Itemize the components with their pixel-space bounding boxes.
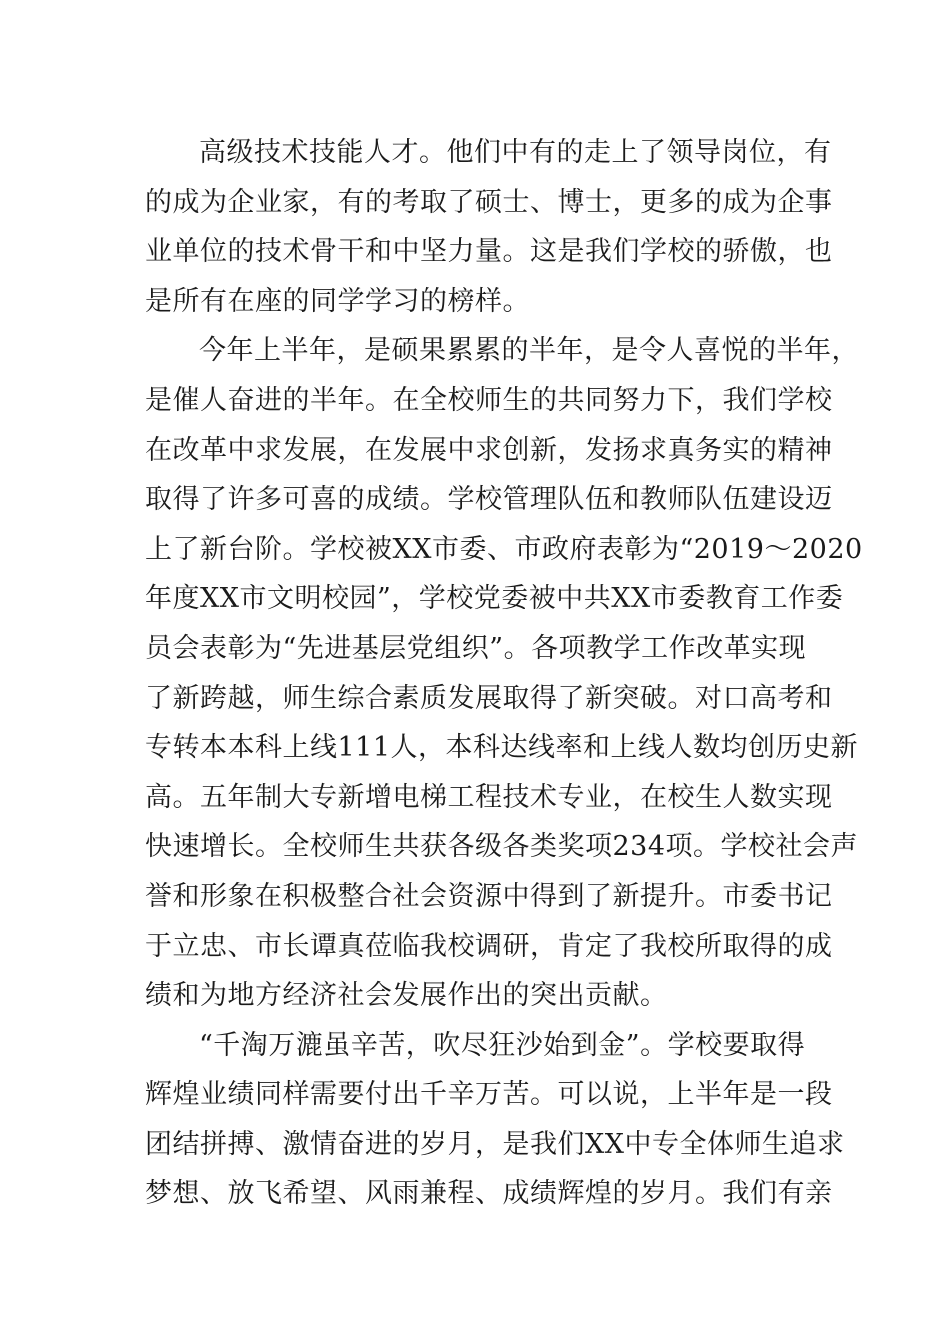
text-line: 是所有在座的同学学习的榜样。 [145,285,530,317]
text-line: 快速增长。全校师生共获各级各类奖项234项。学校社会声 [145,831,859,863]
text-line: 今年上半年，是硕果累累的半年，是令人喜悦的半年， [199,335,859,367]
text-line: 年度XX市文明校园”，学校党委被中共XX市委教育工作委 [145,583,844,615]
text-line: 员会表彰为“先进基层党组织”。各项教学工作改革实现 [145,632,807,664]
text-line: 高。五年制大专新增电梯工程技术专业，在校生人数实现 [145,781,833,813]
text-line: 专转本本科上线111人，本科达线率和上线人数均创历史新 [145,732,859,764]
text-line: 了新跨越，师生综合素质发展取得了新突破。对口高考和 [145,682,833,714]
text-line: 团结拼搏、激情奋进的岁月，是我们XX中专全体师生追求 [145,1128,845,1160]
text-line: “千淘万漉虽辛苦，吹尽狂沙始到金”。学校要取得 [199,1029,806,1061]
text-line: 上了新台阶。学校被XX市委、市政府表彰为“2019～2020 [145,533,863,565]
text-line: 于立忠、市长谭真莅临我校调研，肯定了我校所取得的成 [145,930,833,962]
text-line: 的成为企业家，有的考取了硕士、博士，更多的成为企事 [145,186,833,218]
text-line: 绩和为地方经济社会发展作出的突出贡献。 [145,980,668,1012]
text-line: 梦想、放飞希望、风雨兼程、成绩辉煌的岁月。我们有亲 [145,1178,833,1210]
text-line: 是催人奋进的半年。在全校师生的共同努力下，我们学校 [145,384,833,416]
body-text [145,128,863,1219]
text-line: 辉煌业绩同样需要付出千辛万苦。可以说，上半年是一段 [145,1079,833,1111]
text-line: 取得了许多可喜的成绩。学校管理队伍和教师队伍建设迈 [145,484,833,516]
text-line: 誉和形象在积极整合社会资源中得到了新提升。市委书记 [145,880,833,912]
text-line: 在改革中求发展，在发展中求创新，发扬求真务实的精神 [145,434,833,466]
text-line: 业单位的技术骨干和中坚力量。这是我们学校的骄傲，也 [145,236,833,268]
text-line: 高级技术技能人才。他们中有的走上了领导岗位，有 [199,137,832,168]
